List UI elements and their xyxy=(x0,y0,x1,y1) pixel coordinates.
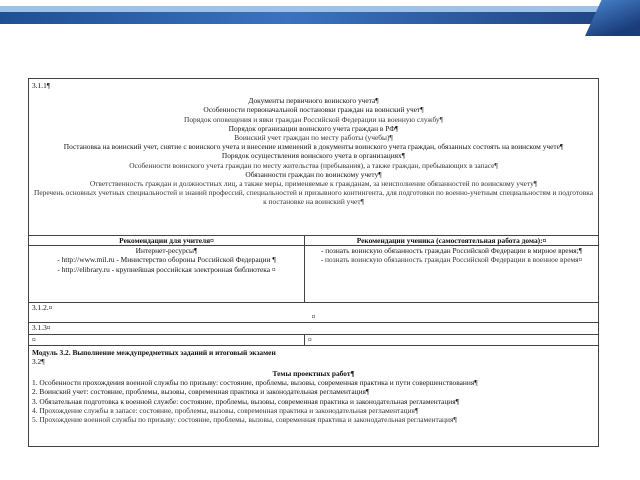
student-line: - познать воинскую обязанность граждан Российской Федерации в военное время¤ xyxy=(320,255,583,265)
section-id: 3.1.2.¤ xyxy=(32,303,53,313)
teacher-recommendations-heading: Рекомендации для учителя¤ xyxy=(29,236,305,246)
topic-line: Особенности воинского учета граждан по месту жительства (пребывания), а также граждан, пребывающих в запасе¶ xyxy=(129,160,498,170)
topic-line: Особенности первоначальной постановки граждан на воинский учет¶ xyxy=(203,105,424,115)
recommendations-header-row xyxy=(29,236,599,246)
module-id: 3.2¶ xyxy=(32,356,45,366)
project-topic: 5. Прохождение военной службы по призыву: состояние, проблемы, вызовы, современная практика и законодательная регламентация¶ xyxy=(32,415,457,425)
header-stripe-dark xyxy=(0,12,640,24)
section-3-1-2-row xyxy=(29,303,599,322)
section-id: 3.1.1¶ xyxy=(32,81,51,90)
teacher-line: Интернет-ресурсы¶ xyxy=(135,246,198,256)
empty-cell-mark: ¤ xyxy=(308,334,312,344)
section-3-1-1-row xyxy=(29,79,599,236)
project-topic: 1. Особенности прохождения военной службы по призыву: состояние, проблемы, вызовы, современная практика и пути совершенствования¶ xyxy=(32,378,478,388)
recommendations-body-row xyxy=(29,246,599,303)
student-line: - познать воинскую обязанность граждан Российской Федерации в мирное время;¶ xyxy=(320,246,583,256)
teacher-line: - http://elibrary.ru - крупнейшая российская электронная библиотека ¤ xyxy=(57,264,276,274)
module-3-2-row xyxy=(29,345,599,446)
student-recommendations-heading: Рекомендации ученика (самостоятельная работа дома):¤ xyxy=(305,236,599,246)
empty-cell-mark: ¤ xyxy=(32,334,36,344)
topic-line: Порядок оповещения и явки граждан Российской Федерации на военную службу¶ xyxy=(184,114,443,124)
topic-line: Постановка на воинский учет, снятие с воинского учета и внесение изменений в документы воинского учета граждан, обязанных состоять на воинском учете¶ xyxy=(63,142,564,152)
topic-line: Воинский учет граждан по месту работы (учебы)¶ xyxy=(234,133,393,143)
empty-cell-mark: ¤ xyxy=(311,312,316,322)
project-topic: 2. Воинский учет: состояние, проблемы, вызовы, современная практика и законодательная регламентация¶ xyxy=(32,387,370,397)
document-table-area xyxy=(28,78,598,460)
project-topic: 4. Прохождение службы в запасе: состояние, проблемы, вызовы, современная практика и законодательная регламентация¶ xyxy=(32,405,419,415)
header-decoration xyxy=(0,0,640,36)
topic-line: Порядок осуществления воинского учета в организациях¶ xyxy=(221,151,406,161)
project-topic: 3. Обязательная подготовка к военной службе: состояние, проблемы, вызовы, современная практика и законодательная регламентация¶ xyxy=(32,396,459,406)
module-title: Модуль 3.2. Выполнение междупредметных заданий и итоговый экзамен xyxy=(32,347,276,357)
section-id: 3.1.3¤ xyxy=(32,322,51,332)
topic-line: Перечень основных учетных специальностей и знаний профессий, специальностей и призывного контингента, для подготовки по военно-учетным специальностям и подготовка к постановке на воинский учет¶ xyxy=(34,188,593,207)
topic-line: Ответственность граждан и должностных лиц, а также меры, применяемые к гражданам, за неисполнение обязанностей по воинскому учету¶ xyxy=(89,179,538,189)
topic-line: Документы первичного воинского учета¶ xyxy=(248,96,379,106)
teacher-line: - http://www.mil.ru - Министерство обороны Российской Федерации ¶ xyxy=(57,255,276,265)
curriculum-table xyxy=(28,78,599,447)
topic-line: Порядок организации воинского учета граждан в РФ¶ xyxy=(228,123,399,133)
spacer-row xyxy=(29,334,599,345)
topic-line: Обязанности граждан по воинскому учету¶ xyxy=(245,169,382,179)
project-topics-title: Темы проектных работ¶ xyxy=(272,369,355,379)
section-3-1-3-row xyxy=(29,322,599,334)
